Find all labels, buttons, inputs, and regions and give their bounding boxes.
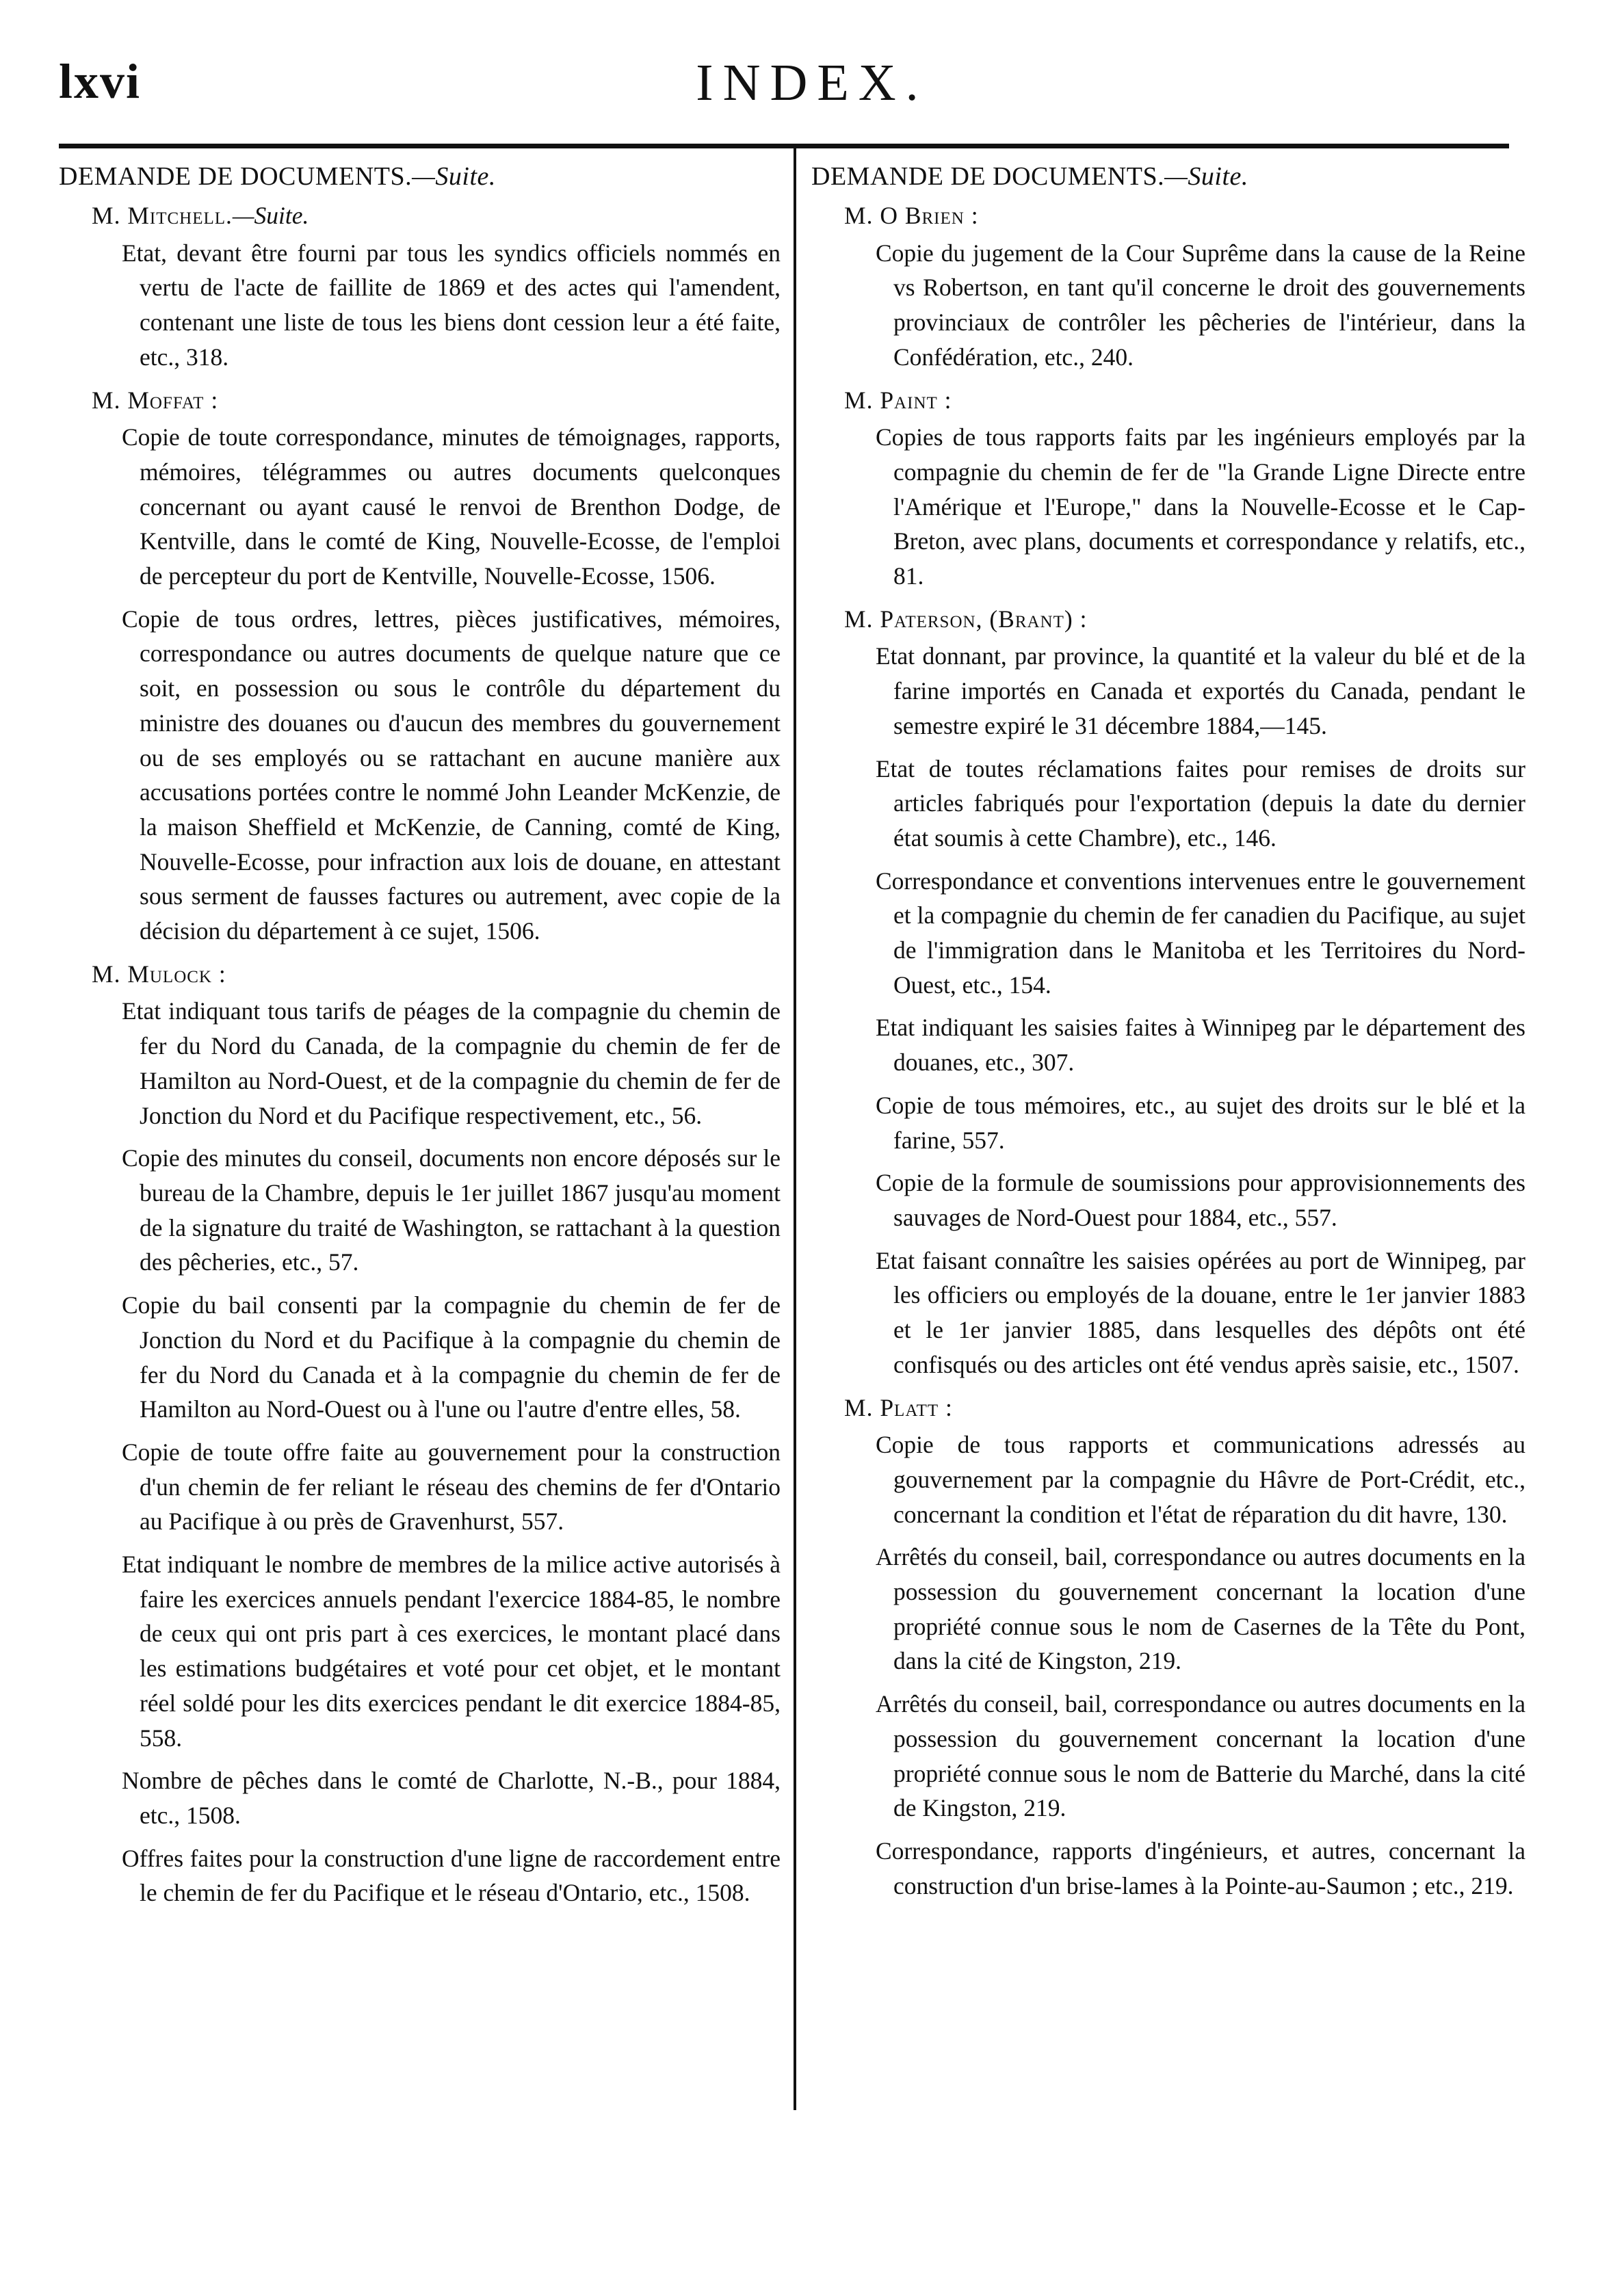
page-number: lxvi xyxy=(59,54,142,109)
right-column xyxy=(794,159,1525,1911)
index-entry: Etat indiquant le nombre de membres de la milice active autorisés à faire les exercices annuels pendant l'exercice 1884-85, le nombre de ceux qui ont pris part à ces exercices, le montant placé dans les estimations budgétaires et voté pour cet objet, et le montant réel soldé pour les dits exercices pendant le dit exercice 1884-85, 558. xyxy=(122,1551,781,1752)
page-title: INDEX. xyxy=(696,54,928,111)
member-name: M. Moffat : xyxy=(92,386,219,414)
index-entry: Etat, devant être fourni par tous les syndics officiels nommés en vertu de l'acte de faillite de 1869 et des actes qui l'amendent, contenant une liste de tous les biens dont cession leur a été faite, etc., 318. xyxy=(122,239,781,371)
index-entry: Copie des minutes du conseil, documents non encore déposés sur le bureau de la Chambre, depuis le 1er juillet 1867 jusqu'au moment de la signature du traité de Washington, se rattachant à la question des pêcheries, etc., 57. xyxy=(122,1144,781,1276)
index-entry: Offres faites pour la construction d'une ligne de raccordement entre le chemin de fer du Pacifique et le réseau d'Ontario, etc., 1508. xyxy=(122,1844,781,1907)
member-name: M. Paint : xyxy=(844,386,952,414)
header-rule xyxy=(59,144,1509,148)
index-entry: Correspondance, rapports d'ingénieurs, et autres, concernant la construction d'un brise-lames à la Pointe-au-Saumon ; etc., 219. xyxy=(876,1837,1525,1899)
left-column xyxy=(59,159,781,1919)
section-heading: DEMANDE DE DOCUMENTS.—Suite. xyxy=(811,162,1248,191)
index-entry: Copie de tous rapports et communications adressés au gouvernement par la compagnie du Hâvre de Port-Crédit, etc., concernant la condition et l'état de réparation du dit havre, 130. xyxy=(876,1431,1525,1528)
index-entry: Arrêtés du conseil, bail, correspondance ou autres documents en la possession du gouvernement concernant la location d'une propriété connue sous le nom de Batterie du Marché, dans la cité de Kingston, 219. xyxy=(876,1690,1525,1822)
section-heading: DEMANDE DE DOCUMENTS.—Suite. xyxy=(59,162,496,191)
member-name: M. Paterson, (Brant) : xyxy=(844,605,1088,633)
member-name: M. Mitchell.—Suite. xyxy=(92,202,309,229)
member-name: M. O Brien : xyxy=(844,202,979,229)
index-entry: Etat donnant, par province, la quantité et la valeur du blé et de la farine importés en Canada et exportés du Canada, pendant le semestre expiré le 31 décembre 1884,—145. xyxy=(876,642,1525,739)
index-entry: Nombre de pêches dans le comté de Charlotte, N.-B., pour 1884, etc., 1508. xyxy=(122,1767,781,1829)
index-entry: Copie de tous mémoires, etc., au sujet des droits sur le blé et la farine, 557. xyxy=(876,1091,1525,1154)
index-entry: Etat indiquant les saisies faites à Winnipeg par le département des douanes, etc., 307. xyxy=(876,1014,1525,1077)
index-entry: Etat indiquant tous tarifs de péages de la compagnie du chemin de fer du Nord du Canada, de la compagnie du chemin de fer de Hamilton au Nord-Ouest, et de la compagnie du chemin de fer de Jonction du Nord et du Pacifique respectivement, etc., 56. xyxy=(122,997,781,1129)
index-entry: Arrêtés du conseil, bail, correspondance ou autres documents en la possession du gouvernement concernant la location d'une propriété connue sous le nom de Casernes de la Tête du Pont, dans la cité de Kingston, 219. xyxy=(876,1543,1525,1675)
index-entry: Etat faisant connaître les saisies opérées au port de Winnipeg, par les officiers ou employés de la douane, entre le 1er janvier 1883 et le 1er janvier 1885, dans lesquelles des dépôts ont été confisqués ou des articles ont été vendus après saisie, etc., 1507. xyxy=(876,1246,1525,1378)
index-entry: Copie du bail consenti par la compagnie du chemin de fer de Jonction du Nord et du Pacifique à la compagnie du chemin de fer du Nord du Canada et à la compagnie du chemin de fer de Hamilton au Nord-Ouest ou à l'une ou l'autre d'entre elles, 58. xyxy=(122,1291,781,1423)
index-entry: Copie de toute offre faite au gouvernement pour la construction d'un chemin de fer reliant le réseau des chemins de fer d'Ontario au Pacifique à ou près de Gravenhurst, 557. xyxy=(122,1438,781,1536)
member-name: M. Platt : xyxy=(844,1393,953,1421)
index-entry: Copie de la formule de soumissions pour approvisionnements des sauvages de Nord-Ouest pour 1884, etc., 557. xyxy=(876,1169,1525,1231)
index-entry: Copie de tous ordres, lettres, pièces justificatives, mémoires, correspondance ou autres documents de quelque nature que ce soit, en possession ou sous le contrôle du département du ministre des douanes ou d'aucun des membres du gouvernement ou de ses employés ou se rattachant en aucune manière aux accusations portées contre le nommé John Leander McKenzie, de la maison Sheffield et McKenzie, de Canning, comté de King, Nouvelle-Ecosse, pour infraction aux lois de douane, en attestant sous serment de fausses factures ou autrement, avec copie de la décision du département à ce sujet, 1506. xyxy=(122,605,781,945)
index-entry: Correspondance et conventions intervenues entre le gouvernement et la compagnie du chemin de fer canadien du Pacifique, au sujet de l'immigration dans le Manitoba et les Territoires du Nord-Ouest, etc., 154. xyxy=(876,867,1525,999)
index-entry: Copie du jugement de la Cour Suprême dans la cause de la Reine vs Robertson, en tant qu'il concerne le droit des gouvernements provinciaux de contrôler les pêcheries de l'intérieur, dans la Confédération, etc., 240. xyxy=(876,239,1525,371)
index-entry: Copies de tous rapports faits par les ingénieurs employés par la compagnie du chemin de fer de "la Grande Ligne Directe entre l'Amérique et l'Europe," dans la Nouvelle-Ecosse et le Cap-Breton, avec plans, documents et correspondance y relatifs, etc., 81. xyxy=(876,423,1525,590)
index-entry: Etat de toutes réclamations faites pour remises de droits sur articles fabriqués pour l'exportation (depuis la date du dernier état soumis à cette Chambre), etc., 146. xyxy=(876,754,1525,852)
index-entry: Copie de toute correspondance, minutes de témoignages, rapports, mémoires, télégrammes ou autres documents quelconques concernant ou ayant causé le renvoi de Brenthon Dodge, de Kentville, dans le comté de King, Nouvelle-Ecosse, de l'emploi de percepteur du port de Kentville, Nouvelle-Ecosse, 1506. xyxy=(122,423,781,590)
member-name: M. Mulock : xyxy=(92,960,226,988)
